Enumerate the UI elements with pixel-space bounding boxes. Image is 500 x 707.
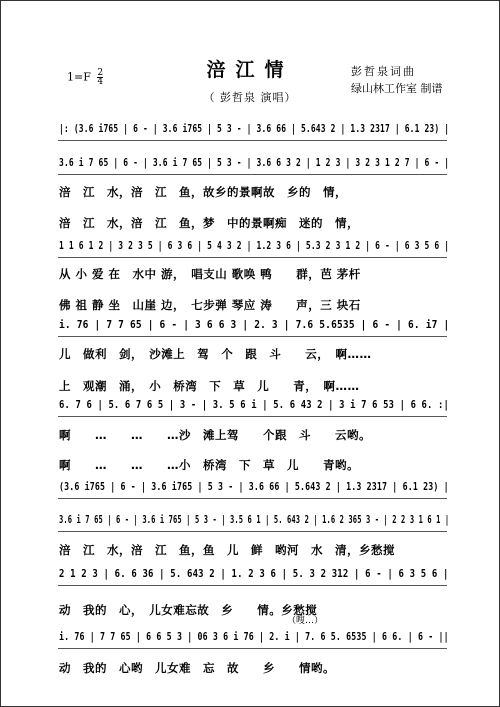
lyric-line: 佛 祖 静 坐 山崖 边， 七步弹 琴应 涛 声，三 块石 — [59, 298, 361, 312]
notation-line: (3.6 i765 | 6 - | 3.6 i765 | 5 3 - | 3.6 66 | 5.643 2 | 1.3 2317 | 6.1 23) | — [59, 481, 449, 493]
author-credit: 彭哲泉词曲 — [351, 65, 416, 78]
lyric-line: 儿 做利 剑， 沙滩上 驾 个 跟 斗 云， 啊…… — [59, 347, 372, 361]
notation-line: 2 1 2 3 | 6. 6 36 | 5. 643 2 | 1. 2 3 6 | 5. 3 2 312 | 6 - | 6 3 5 6 | — [59, 568, 449, 580]
staff-rule — [58, 498, 447, 499]
notation-line: 1 1 6 1 2 | 3 2 3 5 | 6 3 6 | 5 4 3 2 | 1.2 3 6 | 5.3 2 3 1 2 | 6 - | 6 3 5 6 | — [59, 240, 450, 252]
notation-line: i. 76 | 7 7 65 | 6 - | 3 6 6 3 | 2. 3 | 7.6 5.6535 | 6 - | 6. i7 | — [59, 319, 450, 331]
staff-rule — [58, 336, 447, 337]
lyric-line: 啊 … … …沙 滩上驾 个跟 斗 云哟。 — [59, 428, 371, 442]
notation-line: 3.6 i 7 65 | 6 - | 3.6 i 7 65 | 5 3 - | 3.6 6 3 2 | 1 2 3 | 3 2 3 1 2 7 | 6 - | — [59, 157, 450, 169]
lyric-line: 上 观潮 涌， 小 桥湾 下 草 儿 青， 啊…… — [59, 379, 360, 393]
staff-rule — [58, 257, 447, 258]
staff-rule — [58, 648, 447, 649]
notation-line: 3.6 i 7 65 | 6 - | 3.6 i 765 | 5 3 - | 3.5 6 1 | 5. 643 2 | 1.6 2 365 3 - | 2 2 3 1 6 1 | — [59, 514, 450, 526]
notation-line: i. 76 | 7 7 65 | 6 6 5 3 | 06 3 6 i 76 | 2. i | 7. 6 5. 6535 | 6 6. | 6 - || — [59, 631, 449, 643]
song-title: 涪江情 — [206, 59, 294, 81]
key-signature: 1=F $\frac{2}{4}$ — [67, 68, 104, 87]
lyric-line: 涪 江 水，涪 江 鱼，梦 中的景啊痴 迷的 情， — [59, 216, 359, 230]
staff-rule — [58, 416, 447, 417]
staff-rule — [58, 531, 447, 532]
aside-note: （嗖…） — [287, 616, 324, 626]
time-signature: $\frac{2}{4}$ — [97, 68, 104, 87]
lyric-line: 涪 江 水，涪 江 鱼，故乡的景啊故 乡的 情， — [59, 185, 347, 199]
lyric-line: 动 我的 心， 儿女难忘故 乡 情。乡愁搅 — [59, 603, 318, 617]
staff-rule — [58, 140, 447, 141]
notation-line: |: (3.6 i765 | 6 - | 3.6 i765 | 5 3 - | 3.6 66 | 5.643 2 | 1.3 2317 | 6.1 23) | — [59, 123, 450, 135]
singer-credit: （ 彭哲泉 演唱） — [203, 91, 297, 104]
lyric-line: 啊 … … …小 桥湾 下 草 儿 青哟。 — [59, 458, 359, 472]
staff-rule — [58, 174, 447, 175]
notation-line: 6. 7 6 | 5. 6 7 6 5 | 3 - | 3. 5 6 i | 5. 6 43 2 | 3 i 7 6 53 | 6 6. :| — [59, 399, 450, 411]
transcriber-credit: 绿山林工作室 制谱 — [351, 82, 443, 95]
lyric-line: 动 我的 心哟 儿女难 忘 故 乡 情哟。 — [59, 661, 335, 675]
staff-rule — [58, 585, 447, 586]
lyric-line: 从 小 爱 在 水中 游， 唱支山 歌唤 鸭 群，芭 茅杆 — [59, 267, 361, 281]
lyric-line: 涪 江 水，涪 江 鱼，鱼 儿 鲜 哟河 水 清，乡愁搅 — [59, 543, 395, 557]
